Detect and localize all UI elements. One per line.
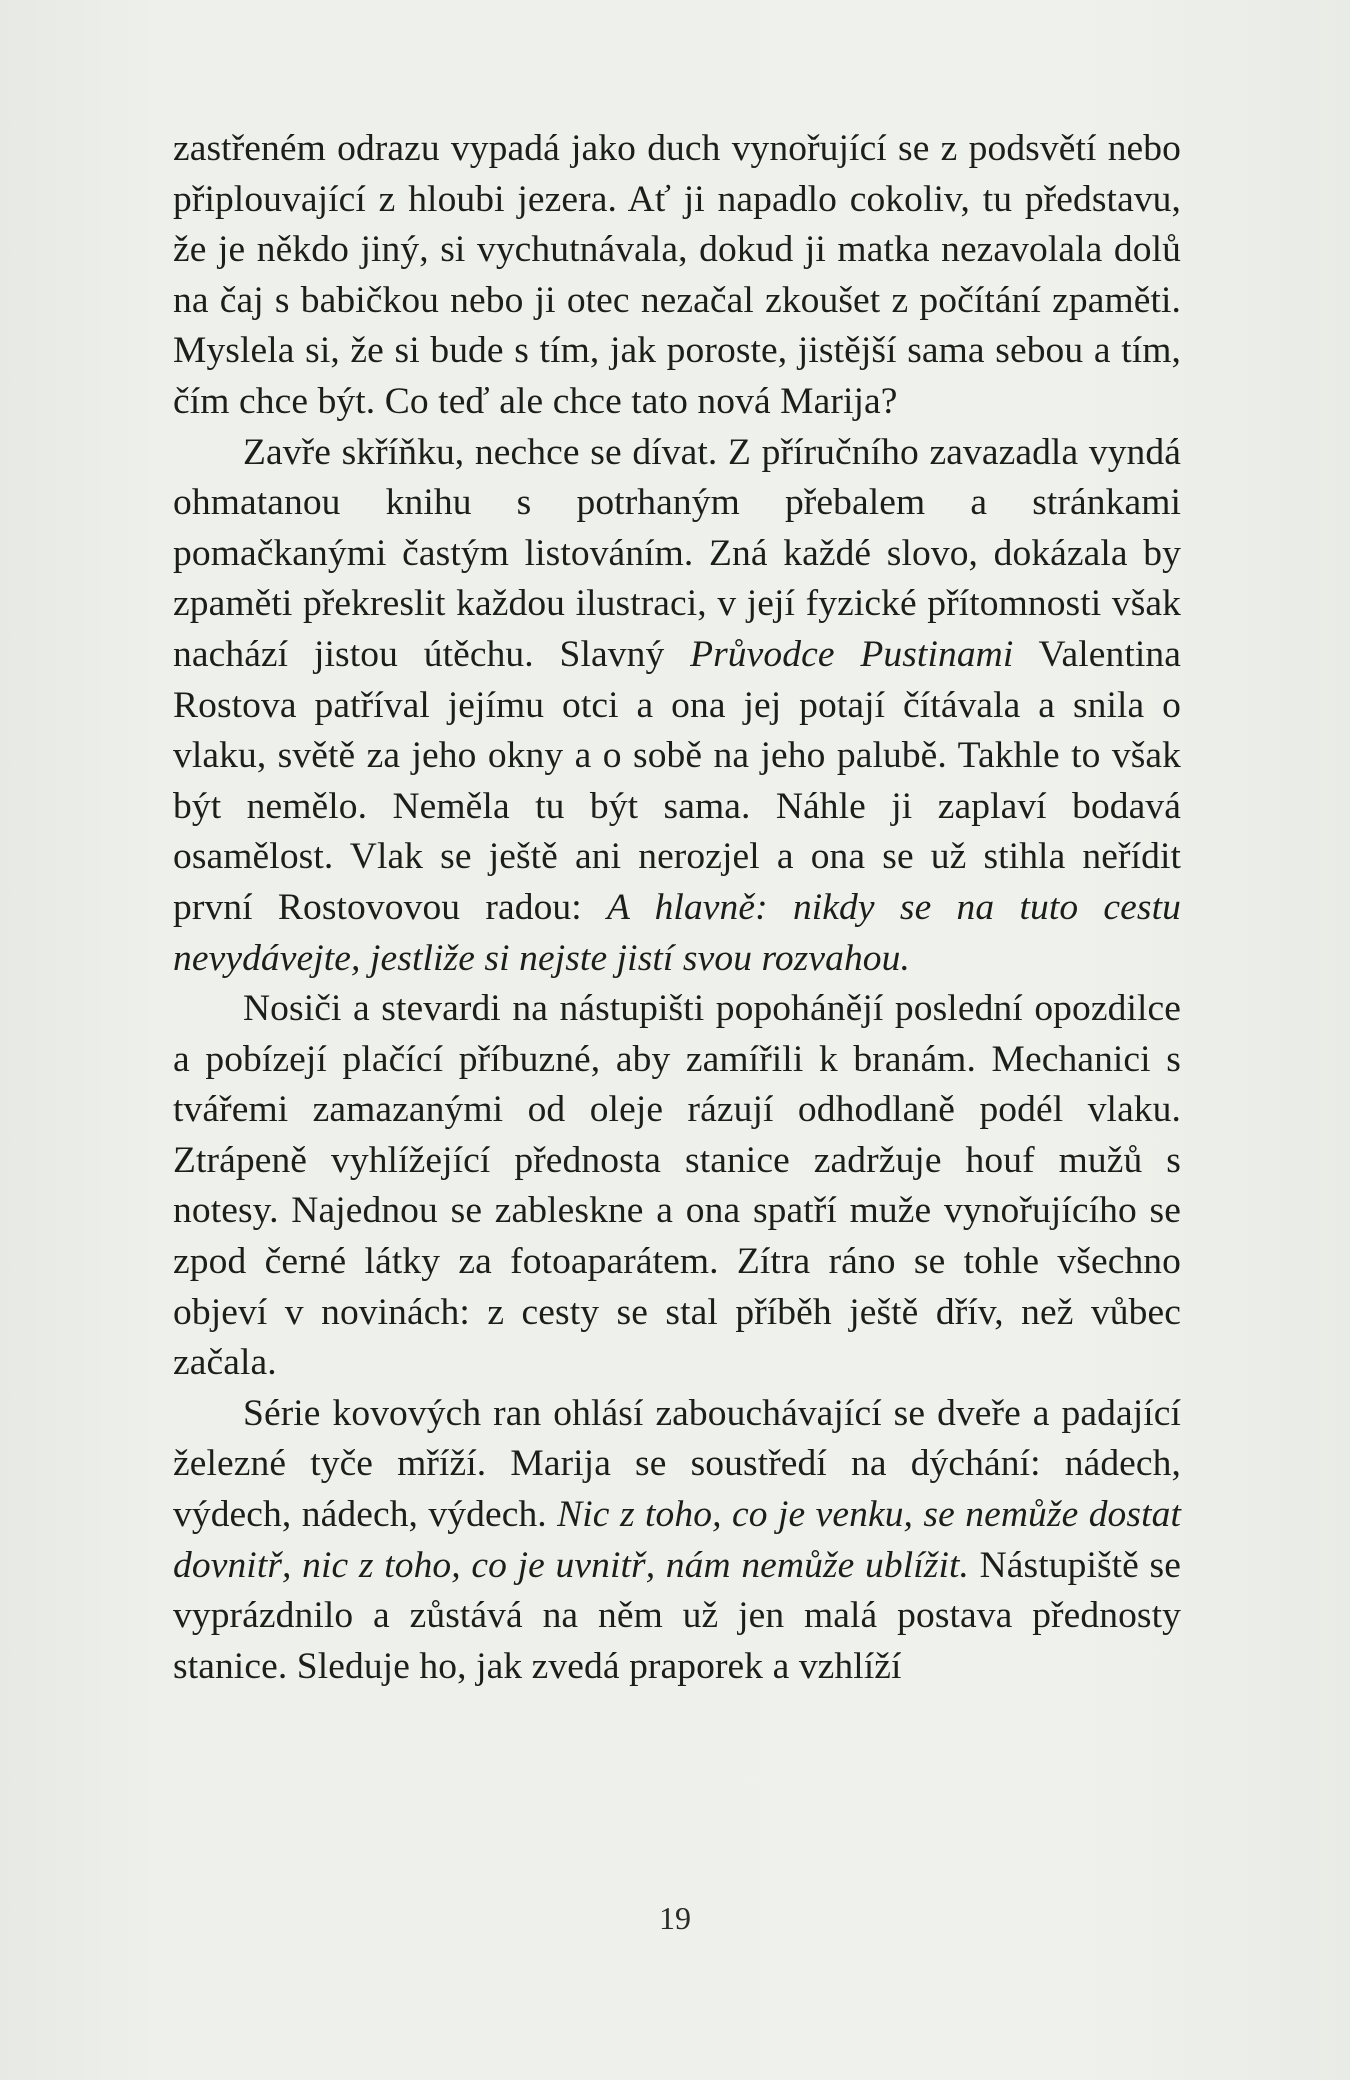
paragraph [173, 428, 1181, 985]
text-run: Nástupiště se vyprázdnilo a zůstává na něm už jen malá postava přednosty stanice. Sleduje ho, jak zvedá praporek a vzhlíží [173, 1544, 1181, 1687]
body-text [173, 124, 1181, 1692]
text-run: Série kovových ran ohlásí zabouchávající se dveře a padající železné tyče mříží. Marija se soustředí na dýchání: nádech, výdech, nádech, výdech. [173, 1392, 1181, 1536]
text-run: Valentina Rostova patříval jejímu otci a ona jej potají čítávala a snila o vlaku, světě za jeho okny a o sobě na jeho palubě. Takhle to však být nemělo. Neměla tu být sama. Náhle ji zaplaví bodavá osamělost. Vlak se ještě ani nerozjel a ona se už stihla neřídit první Rostovovou radou: [173, 633, 1181, 928]
paragraph [173, 984, 1181, 1389]
paragraph [173, 124, 1181, 428]
italic-thought: Nic z toho, co je venku, se nemůže dostat dovnitř, nic z toho, co je uvnitř, nám nemůže ublížit. [173, 1494, 1181, 1586]
italic-book-title: Průvodce Pustinami [690, 633, 1014, 675]
paragraph [173, 1389, 1181, 1693]
text-run: zastřeném odrazu vypadá jako duch vynořující se z podsvětí nebo připlouvající z hloubi jezera. Ať ji napadlo cokoliv, tu představu, že je někdo jiný, si vychutnávala, dokud ji matka nezavolala dolů na čaj s babičkou nebo ji otec nezačal zkoušet z počítání zpaměti. Myslela si, že si bude s tím, jak poroste, jistější sama sebou a tím, čím chce být. Co teď ale chce tato nová Marija? [173, 128, 1181, 422]
text-run: Nosiči a stevardi na nástupišti popohánějí poslední opozdilce a pobízejí plačící příbuzné, aby zamířili k branám. Mechanici s tvářemi zamazanými od oleje rázují odhodlaně podél vlaku. Ztrápeně vyhlížející přednosta stanice zadržuje houf mužů s notesy. Najednou se zableskne a ona spatří muže vynořujícího se zpod černé látky za fotoaparátem. Zítra ráno se tohle všechno objeví v novinách: z cesty se stal příběh ještě dřív, než vůbec začala. [173, 988, 1181, 1384]
text-run: Zavře skříňku, nechce se dívat. Z příručního zavazadla vyndá ohmatanou knihu s potrhaným přebalem a stránkami pomačkanými častým listováním. Zná každé slovo, dokázala by zpaměti překreslit každou ilustraci, v její fyzické přítomnosti však nachází jistou útěchu. Slavný [173, 431, 1181, 675]
page-number: 19 [659, 1900, 691, 1936]
italic-quote: A hlavně: nikdy se na tuto cestu nevydávejte, jestliže si nejste jistí svou rozvahou. [173, 886, 1181, 979]
